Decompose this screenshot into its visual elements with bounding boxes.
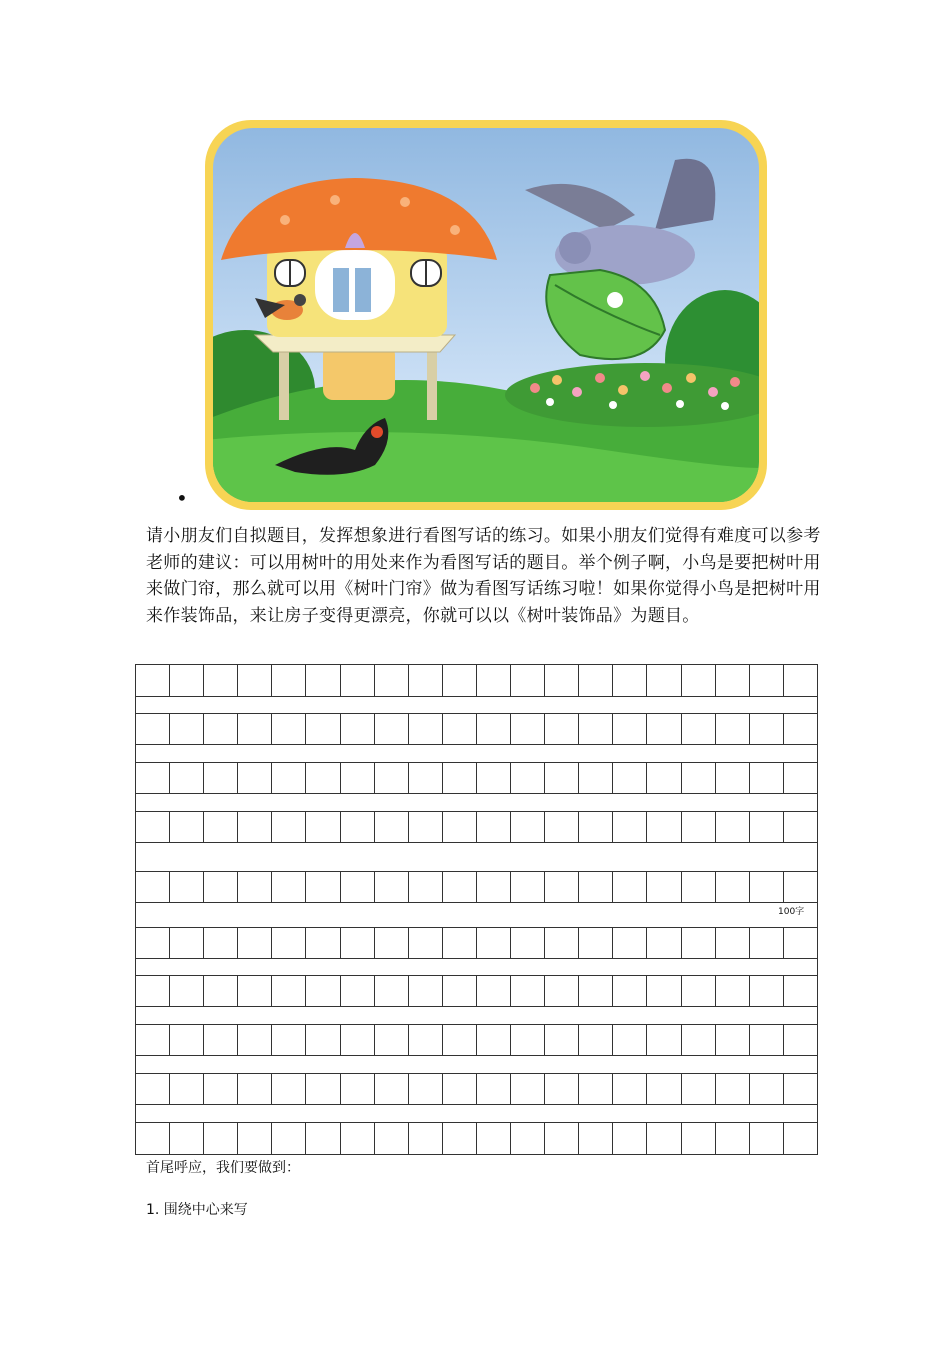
grid-cell[interactable] bbox=[579, 665, 613, 696]
grid-cell[interactable] bbox=[306, 1123, 340, 1154]
grid-cell[interactable] bbox=[647, 1025, 681, 1055]
grid-cell[interactable] bbox=[170, 665, 204, 696]
grid-cell[interactable] bbox=[238, 928, 272, 958]
grid-cell[interactable] bbox=[409, 1025, 443, 1055]
grid-cell[interactable] bbox=[545, 812, 579, 842]
grid-cell[interactable] bbox=[784, 928, 817, 958]
grid-cell[interactable] bbox=[647, 1123, 681, 1154]
grid-cell[interactable] bbox=[238, 763, 272, 793]
grid-cell[interactable] bbox=[272, 1123, 306, 1154]
grid-cell[interactable] bbox=[170, 763, 204, 793]
grid-cell[interactable] bbox=[375, 976, 409, 1006]
grid-cell[interactable] bbox=[341, 928, 375, 958]
grid-cell[interactable] bbox=[511, 1123, 545, 1154]
grid-cell[interactable] bbox=[238, 812, 272, 842]
grid-cell[interactable] bbox=[136, 1074, 170, 1104]
grid-cell[interactable] bbox=[170, 1025, 204, 1055]
grid-cell[interactable] bbox=[750, 928, 784, 958]
writing-grid[interactable] bbox=[135, 664, 818, 1155]
grid-cell[interactable] bbox=[375, 872, 409, 902]
grid-cell[interactable] bbox=[443, 665, 477, 696]
grid-cell[interactable] bbox=[716, 872, 750, 902]
grid-cell[interactable] bbox=[750, 1074, 784, 1104]
grid-cell[interactable] bbox=[170, 1123, 204, 1154]
grid-cell[interactable] bbox=[443, 928, 477, 958]
grid-cell[interactable] bbox=[204, 1123, 238, 1154]
grid-cell[interactable] bbox=[375, 714, 409, 744]
grid-row bbox=[136, 762, 817, 794]
grid-cell[interactable] bbox=[579, 763, 613, 793]
grid-cell[interactable] bbox=[170, 928, 204, 958]
grid-cell[interactable] bbox=[170, 976, 204, 1006]
grid-cell[interactable] bbox=[272, 665, 306, 696]
grid-cell[interactable] bbox=[613, 1123, 647, 1154]
grid-cell[interactable] bbox=[477, 763, 511, 793]
grid-cell[interactable] bbox=[136, 1025, 170, 1055]
grid-cell[interactable] bbox=[682, 714, 716, 744]
story-illustration bbox=[205, 120, 767, 510]
grid-cell[interactable] bbox=[443, 976, 477, 1006]
grid-cell[interactable] bbox=[170, 872, 204, 902]
grid-cell[interactable] bbox=[272, 976, 306, 1006]
grid-cell[interactable] bbox=[136, 714, 170, 744]
grid-cell[interactable] bbox=[477, 872, 511, 902]
grid-cell[interactable] bbox=[579, 812, 613, 842]
grid-cell[interactable] bbox=[375, 1074, 409, 1104]
grid-cell[interactable] bbox=[272, 1025, 306, 1055]
grid-cell[interactable] bbox=[477, 1123, 511, 1154]
grid-cell[interactable] bbox=[716, 714, 750, 744]
grid-cell[interactable] bbox=[682, 812, 716, 842]
grid-cell[interactable] bbox=[238, 1074, 272, 1104]
grid-cell[interactable] bbox=[306, 763, 340, 793]
grid-cell[interactable] bbox=[647, 976, 681, 1006]
grid-cell[interactable] bbox=[647, 763, 681, 793]
grid-row bbox=[136, 871, 817, 903]
grid-cell[interactable] bbox=[579, 872, 613, 902]
grid-cell[interactable] bbox=[716, 976, 750, 1006]
grid-cell[interactable] bbox=[545, 763, 579, 793]
grid-cell[interactable] bbox=[443, 1074, 477, 1104]
grid-cell[interactable] bbox=[545, 714, 579, 744]
grid-cell[interactable] bbox=[545, 665, 579, 696]
grid-cell[interactable] bbox=[613, 976, 647, 1006]
grid-cell[interactable] bbox=[341, 872, 375, 902]
grid-cell[interactable] bbox=[784, 665, 817, 696]
grid-cell[interactable] bbox=[238, 1123, 272, 1154]
grid-cell[interactable] bbox=[477, 1074, 511, 1104]
grid-cell[interactable] bbox=[306, 665, 340, 696]
grid-cell[interactable] bbox=[375, 812, 409, 842]
grid-cell[interactable] bbox=[477, 812, 511, 842]
grid-cell[interactable] bbox=[477, 665, 511, 696]
grid-cell[interactable] bbox=[375, 1123, 409, 1154]
grid-cell[interactable] bbox=[306, 714, 340, 744]
grid-cell[interactable] bbox=[579, 714, 613, 744]
grid-cell[interactable] bbox=[204, 763, 238, 793]
grid-row bbox=[136, 713, 817, 745]
grid-cell[interactable] bbox=[477, 976, 511, 1006]
grid-cell[interactable] bbox=[375, 665, 409, 696]
grid-cell[interactable] bbox=[409, 812, 443, 842]
grid-cell[interactable] bbox=[716, 665, 750, 696]
grid-cell[interactable] bbox=[136, 928, 170, 958]
grid-cell[interactable] bbox=[682, 1074, 716, 1104]
grid-cell[interactable] bbox=[306, 812, 340, 842]
grid-cell[interactable] bbox=[647, 1074, 681, 1104]
grid-cell[interactable] bbox=[238, 665, 272, 696]
grid-cell[interactable] bbox=[784, 976, 817, 1006]
grid-cell[interactable] bbox=[238, 714, 272, 744]
grid-row bbox=[136, 1024, 817, 1056]
grid-row bbox=[136, 811, 817, 843]
grid-cell[interactable] bbox=[750, 812, 784, 842]
grid-cell[interactable] bbox=[784, 1025, 817, 1055]
grid-cell[interactable] bbox=[341, 763, 375, 793]
list-item: 1. 围绕中心来写 bbox=[146, 1202, 248, 1218]
grid-cell[interactable] bbox=[647, 812, 681, 842]
grid-cell[interactable] bbox=[204, 812, 238, 842]
grid-cell[interactable] bbox=[443, 872, 477, 902]
grid-cell[interactable] bbox=[272, 714, 306, 744]
grid-cell[interactable] bbox=[750, 872, 784, 902]
grid-cell[interactable] bbox=[136, 812, 170, 842]
grid-cell[interactable] bbox=[545, 1074, 579, 1104]
grid-cell[interactable] bbox=[477, 714, 511, 744]
grid-cell[interactable] bbox=[682, 872, 716, 902]
grid-cell[interactable] bbox=[170, 812, 204, 842]
grid-cell[interactable] bbox=[647, 665, 681, 696]
grid-cell[interactable] bbox=[613, 763, 647, 793]
grid-cell[interactable] bbox=[341, 812, 375, 842]
grid-cell[interactable] bbox=[579, 1025, 613, 1055]
grid-cell[interactable] bbox=[272, 872, 306, 902]
grid-cell[interactable] bbox=[443, 763, 477, 793]
grid-cell[interactable] bbox=[579, 1074, 613, 1104]
grid-cell[interactable] bbox=[409, 665, 443, 696]
grid-cell[interactable] bbox=[750, 665, 784, 696]
grid-cell[interactable] bbox=[613, 1074, 647, 1104]
grid-cell[interactable] bbox=[682, 976, 716, 1006]
grid-cell[interactable] bbox=[443, 1025, 477, 1055]
grid-row bbox=[136, 1073, 817, 1105]
grid-cell[interactable] bbox=[136, 763, 170, 793]
grid-cell[interactable] bbox=[204, 714, 238, 744]
grid-cell[interactable] bbox=[784, 872, 817, 902]
grid-cell[interactable] bbox=[170, 1074, 204, 1104]
grid-cell[interactable] bbox=[375, 928, 409, 958]
grid-cell[interactable] bbox=[511, 976, 545, 1006]
grid-cell[interactable] bbox=[204, 665, 238, 696]
grid-cell[interactable] bbox=[409, 1123, 443, 1154]
grid-cell[interactable] bbox=[136, 665, 170, 696]
grid-cell[interactable] bbox=[375, 1025, 409, 1055]
grid-cell[interactable] bbox=[511, 714, 545, 744]
grid-cell[interactable] bbox=[750, 976, 784, 1006]
grid-cell[interactable] bbox=[716, 812, 750, 842]
grid-cell[interactable] bbox=[272, 928, 306, 958]
grid-cell[interactable] bbox=[443, 812, 477, 842]
grid-cell[interactable] bbox=[204, 1025, 238, 1055]
grid-cell[interactable] bbox=[750, 763, 784, 793]
grid-cell[interactable] bbox=[306, 1074, 340, 1104]
grid-cell[interactable] bbox=[170, 714, 204, 744]
grid-cell[interactable] bbox=[409, 928, 443, 958]
grid-row bbox=[136, 665, 817, 697]
grid-cell[interactable] bbox=[272, 1074, 306, 1104]
writing-prompt: 请小朋友们自拟题目，发挥想象进行看图写话的练习。如果小朋友们觉得有难度可以参考老师的建议：可以用树叶的用处来作为看图写话的题目。举个例子啊，小鸟是要把树叶用来做门帘，那么就可以用《树叶门帘》做为看图写话练习啦！如果你觉得小鸟是把树叶用来作装饰品，来让房子变得更漂亮，你就可以以《树叶装饰品》为题目。 bbox=[146, 526, 821, 626]
grid-cell[interactable] bbox=[647, 714, 681, 744]
grid-cell[interactable] bbox=[136, 872, 170, 902]
grid-cell[interactable] bbox=[716, 763, 750, 793]
grid-cell[interactable] bbox=[682, 928, 716, 958]
grid-cell[interactable] bbox=[409, 763, 443, 793]
grid-cell[interactable] bbox=[477, 1025, 511, 1055]
grid-cell[interactable] bbox=[613, 812, 647, 842]
grid-cell[interactable] bbox=[613, 714, 647, 744]
grid-cell[interactable] bbox=[545, 1123, 579, 1154]
grid-cell[interactable] bbox=[136, 1123, 170, 1154]
word-count-marker: 100字 bbox=[778, 907, 805, 917]
grid-cell[interactable] bbox=[716, 1123, 750, 1154]
grid-cell[interactable] bbox=[511, 665, 545, 696]
grid-cell[interactable] bbox=[545, 872, 579, 902]
grid-cell[interactable] bbox=[306, 1025, 340, 1055]
grid-cell[interactable] bbox=[579, 1123, 613, 1154]
grid-cell[interactable] bbox=[341, 665, 375, 696]
grid-cell[interactable] bbox=[341, 1074, 375, 1104]
grid-cell[interactable] bbox=[579, 928, 613, 958]
grid-cell[interactable] bbox=[784, 1074, 817, 1104]
grid-cell[interactable] bbox=[579, 976, 613, 1006]
grid-cell[interactable] bbox=[511, 928, 545, 958]
grid-cell[interactable] bbox=[511, 812, 545, 842]
grid-row bbox=[136, 927, 817, 959]
grid-cell[interactable] bbox=[682, 1123, 716, 1154]
grid-cell[interactable] bbox=[204, 976, 238, 1006]
grid-cell[interactable] bbox=[511, 1074, 545, 1104]
grid-cell[interactable] bbox=[238, 1025, 272, 1055]
grid-cell[interactable] bbox=[682, 665, 716, 696]
list-bullet: • bbox=[176, 486, 188, 510]
section-heading: 首尾呼应，我们要做到： bbox=[146, 1160, 300, 1176]
grid-cell[interactable] bbox=[341, 1123, 375, 1154]
grid-cell[interactable] bbox=[443, 714, 477, 744]
grid-cell[interactable] bbox=[409, 714, 443, 744]
grid-cell[interactable] bbox=[613, 928, 647, 958]
grid-cell[interactable] bbox=[784, 714, 817, 744]
grid-cell[interactable] bbox=[716, 1025, 750, 1055]
grid-cell[interactable] bbox=[750, 1123, 784, 1154]
grid-cell[interactable] bbox=[511, 1025, 545, 1055]
grid-cell[interactable] bbox=[306, 976, 340, 1006]
grid-cell[interactable] bbox=[238, 872, 272, 902]
grid-cell[interactable] bbox=[477, 928, 511, 958]
grid-row bbox=[136, 1122, 817, 1154]
grid-cell[interactable] bbox=[409, 872, 443, 902]
grid-cell[interactable] bbox=[375, 763, 409, 793]
grid-cell[interactable] bbox=[613, 1025, 647, 1055]
grid-cell[interactable] bbox=[647, 928, 681, 958]
grid-cell[interactable] bbox=[443, 1123, 477, 1154]
grid-cell[interactable] bbox=[545, 928, 579, 958]
grid-cell[interactable] bbox=[613, 665, 647, 696]
grid-cell[interactable] bbox=[204, 872, 238, 902]
grid-cell[interactable] bbox=[409, 976, 443, 1006]
grid-cell[interactable] bbox=[341, 1025, 375, 1055]
grid-cell[interactable] bbox=[716, 928, 750, 958]
grid-cell[interactable] bbox=[272, 763, 306, 793]
grid-cell[interactable] bbox=[238, 976, 272, 1006]
grid-cell[interactable] bbox=[306, 872, 340, 902]
grid-cell[interactable] bbox=[204, 1074, 238, 1104]
grid-cell[interactable] bbox=[784, 763, 817, 793]
grid-cell[interactable] bbox=[136, 976, 170, 1006]
grid-cell[interactable] bbox=[682, 763, 716, 793]
grid-cell[interactable] bbox=[784, 1123, 817, 1154]
grid-cell[interactable] bbox=[750, 1025, 784, 1055]
grid-cell[interactable] bbox=[545, 1025, 579, 1055]
grid-cell[interactable] bbox=[511, 763, 545, 793]
grid-cell[interactable] bbox=[511, 872, 545, 902]
grid-cell[interactable] bbox=[306, 928, 340, 958]
grid-cell[interactable] bbox=[341, 976, 375, 1006]
grid-cell[interactable] bbox=[545, 976, 579, 1006]
grid-cell[interactable] bbox=[204, 928, 238, 958]
grid-cell[interactable] bbox=[784, 812, 817, 842]
grid-cell[interactable] bbox=[341, 714, 375, 744]
grid-cell[interactable] bbox=[647, 872, 681, 902]
grid-cell[interactable] bbox=[682, 1025, 716, 1055]
grid-cell[interactable] bbox=[750, 714, 784, 744]
grid-row bbox=[136, 975, 817, 1007]
grid-cell[interactable] bbox=[716, 1074, 750, 1104]
grid-cell[interactable] bbox=[613, 872, 647, 902]
grid-cell[interactable] bbox=[272, 812, 306, 842]
grid-cell[interactable] bbox=[409, 1074, 443, 1104]
